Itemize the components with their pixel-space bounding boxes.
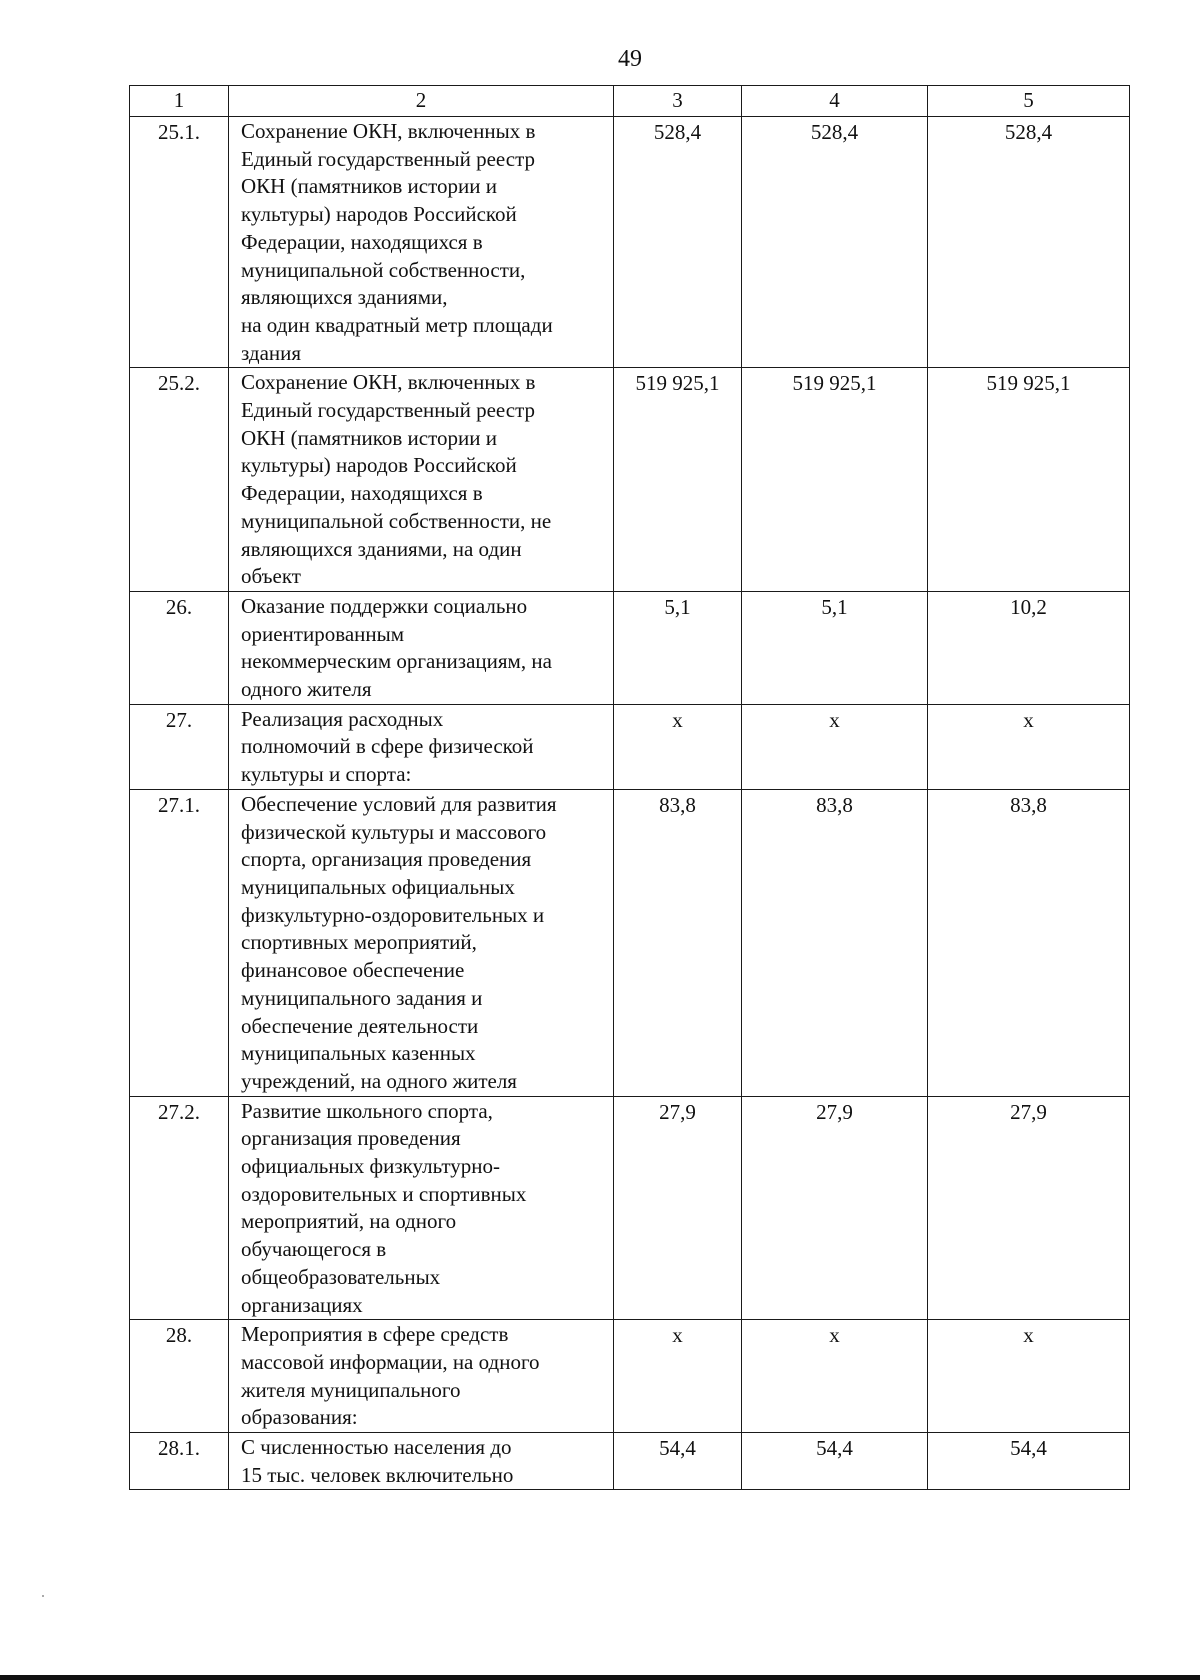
- value-cell-col5: х: [928, 1320, 1130, 1433]
- header-cell-5: 5: [928, 86, 1130, 117]
- description-line: являющихся зданиями, на один: [241, 536, 522, 561]
- description-line: физкультурно-оздоровительных и: [241, 902, 545, 927]
- description-line: учреждений, на одного жителя: [241, 1068, 517, 1093]
- description-line: оздоровительных и спортивных: [241, 1181, 527, 1206]
- value-cell-col4: 519 925,1: [742, 368, 928, 592]
- data-table: [129, 85, 1130, 1490]
- scan-speck: [42, 1595, 44, 1597]
- header-cell-4: 4: [742, 86, 928, 117]
- description-line: Развитие школьного спорта,: [241, 1098, 493, 1123]
- value-cell-col4: х: [742, 704, 928, 789]
- description-line: являющихся зданиями,: [241, 285, 448, 310]
- value-cell-col4: 27,9: [742, 1096, 928, 1320]
- value-cell-col5: 27,9: [928, 1096, 1130, 1320]
- description-line: С численностью населения до: [241, 1435, 512, 1460]
- description-line: объект: [241, 564, 301, 589]
- description-line: ОКН (памятников истории и: [241, 425, 497, 450]
- value-cell-col3: 54,4: [614, 1433, 742, 1490]
- description-line: организациях: [241, 1292, 363, 1317]
- description-line: массовой информации, на одного: [241, 1349, 540, 1374]
- description-line: муниципального задания и: [241, 985, 483, 1010]
- value-cell-col3: 27,9: [614, 1096, 742, 1320]
- description-line: муниципальных официальных: [241, 874, 515, 899]
- table-row: [130, 789, 1130, 1096]
- table-row: [130, 1320, 1130, 1433]
- description-line: жителя муниципального: [241, 1377, 461, 1402]
- value-cell-col5: 83,8: [928, 789, 1130, 1096]
- row-number-cell: 28.: [130, 1320, 229, 1433]
- description-line: обеспечение деятельности: [241, 1013, 479, 1038]
- description-line: муниципальных казенных: [241, 1041, 476, 1066]
- value-cell-col3: 5,1: [614, 591, 742, 704]
- value-cell-col5: 10,2: [928, 591, 1130, 704]
- value-cell-col5: х: [928, 704, 1130, 789]
- description-line: Реализация расходных: [241, 706, 444, 731]
- table-row: [130, 704, 1130, 789]
- description-line: спорта, организация проведения: [241, 847, 532, 872]
- table-header-row: [130, 86, 1130, 117]
- header-cell-3: 3: [614, 86, 742, 117]
- description-line: Федерации, находящихся в: [241, 481, 483, 506]
- value-cell-col4: 54,4: [742, 1433, 928, 1490]
- description-line: спортивных мероприятий,: [241, 930, 477, 955]
- description-line: на один квадратный метр площади: [241, 312, 553, 337]
- description-line: культуры и спорта:: [241, 762, 412, 787]
- row-number-cell: 28.1.: [130, 1433, 229, 1490]
- table-row: [130, 1096, 1130, 1320]
- row-description-cell: [229, 704, 614, 789]
- value-cell-col4: 83,8: [742, 789, 928, 1096]
- description-line: 15 тыс. человек включительно: [241, 1462, 514, 1487]
- row-number-cell: 27.: [130, 704, 229, 789]
- row-description-cell: [229, 1096, 614, 1320]
- description-line: полномочий в сфере физической: [241, 734, 534, 759]
- scan-bottom-edge: [0, 1675, 1200, 1680]
- description-line: общеобразовательных: [241, 1264, 441, 1289]
- value-cell-col5: 528,4: [928, 117, 1130, 368]
- row-number-cell: 26.: [130, 591, 229, 704]
- value-cell-col3: х: [614, 1320, 742, 1433]
- description-line: Сохранение ОКН, включенных в: [241, 370, 536, 395]
- description-line: физической культуры и массового: [241, 819, 547, 844]
- row-description-cell: [229, 1433, 614, 1490]
- table-row: [130, 368, 1130, 592]
- description-line: образования:: [241, 1405, 358, 1430]
- value-cell-col3: 83,8: [614, 789, 742, 1096]
- page-number: 49: [618, 46, 642, 72]
- row-number-cell: 27.1.: [130, 789, 229, 1096]
- value-cell-col3: 528,4: [614, 117, 742, 368]
- value-cell-col3: 519 925,1: [614, 368, 742, 592]
- row-description-cell: [229, 117, 614, 368]
- value-cell-col4: 5,1: [742, 591, 928, 704]
- description-line: Федерации, находящихся в: [241, 229, 483, 254]
- description-line: мероприятий, на одного: [241, 1209, 457, 1234]
- row-description-cell: [229, 368, 614, 592]
- description-line: некоммерческим организациям, на: [241, 649, 552, 674]
- description-line: здания: [241, 340, 302, 365]
- row-number-cell: 25.1.: [130, 117, 229, 368]
- description-line: Обеспечение условий для развития: [241, 791, 557, 816]
- description-line: ориентированным: [241, 621, 405, 646]
- table-row: [130, 117, 1130, 368]
- description-line: официальных физкультурно-: [241, 1154, 500, 1179]
- value-cell-col5: 519 925,1: [928, 368, 1130, 592]
- description-line: одного жителя: [241, 677, 372, 702]
- description-line: ОКН (памятников истории и: [241, 174, 497, 199]
- value-cell-col3: х: [614, 704, 742, 789]
- description-line: муниципальной собственности,: [241, 257, 526, 282]
- description-line: Единый государственный реестр: [241, 398, 536, 423]
- description-line: организация проведения: [241, 1126, 461, 1151]
- row-number-cell: 25.2.: [130, 368, 229, 592]
- description-line: муниципальной собственности, не: [241, 508, 552, 533]
- description-line: Оказание поддержки социально: [241, 593, 528, 618]
- table-row: [130, 591, 1130, 704]
- description-line: Единый государственный реестр: [241, 146, 536, 171]
- description-line: Сохранение ОКН, включенных в: [241, 119, 536, 143]
- value-cell-col4: 528,4: [742, 117, 928, 368]
- description-line: обучающегося в: [241, 1237, 387, 1262]
- value-cell-col4: х: [742, 1320, 928, 1433]
- description-line: культуры) народов Российской: [241, 453, 517, 478]
- row-number-cell: 27.2.: [130, 1096, 229, 1320]
- row-description-cell: [229, 1320, 614, 1433]
- row-description-cell: [229, 789, 614, 1096]
- description-line: финансовое обеспечение: [241, 958, 465, 983]
- description-line: Мероприятия в сфере средств: [241, 1322, 509, 1347]
- description-line: культуры) народов Российской: [241, 202, 517, 227]
- header-cell-2: 2: [229, 86, 614, 117]
- row-description-cell: [229, 591, 614, 704]
- value-cell-col5: 54,4: [928, 1433, 1130, 1490]
- header-cell-1: 1: [130, 86, 229, 117]
- table-row: [130, 1433, 1130, 1490]
